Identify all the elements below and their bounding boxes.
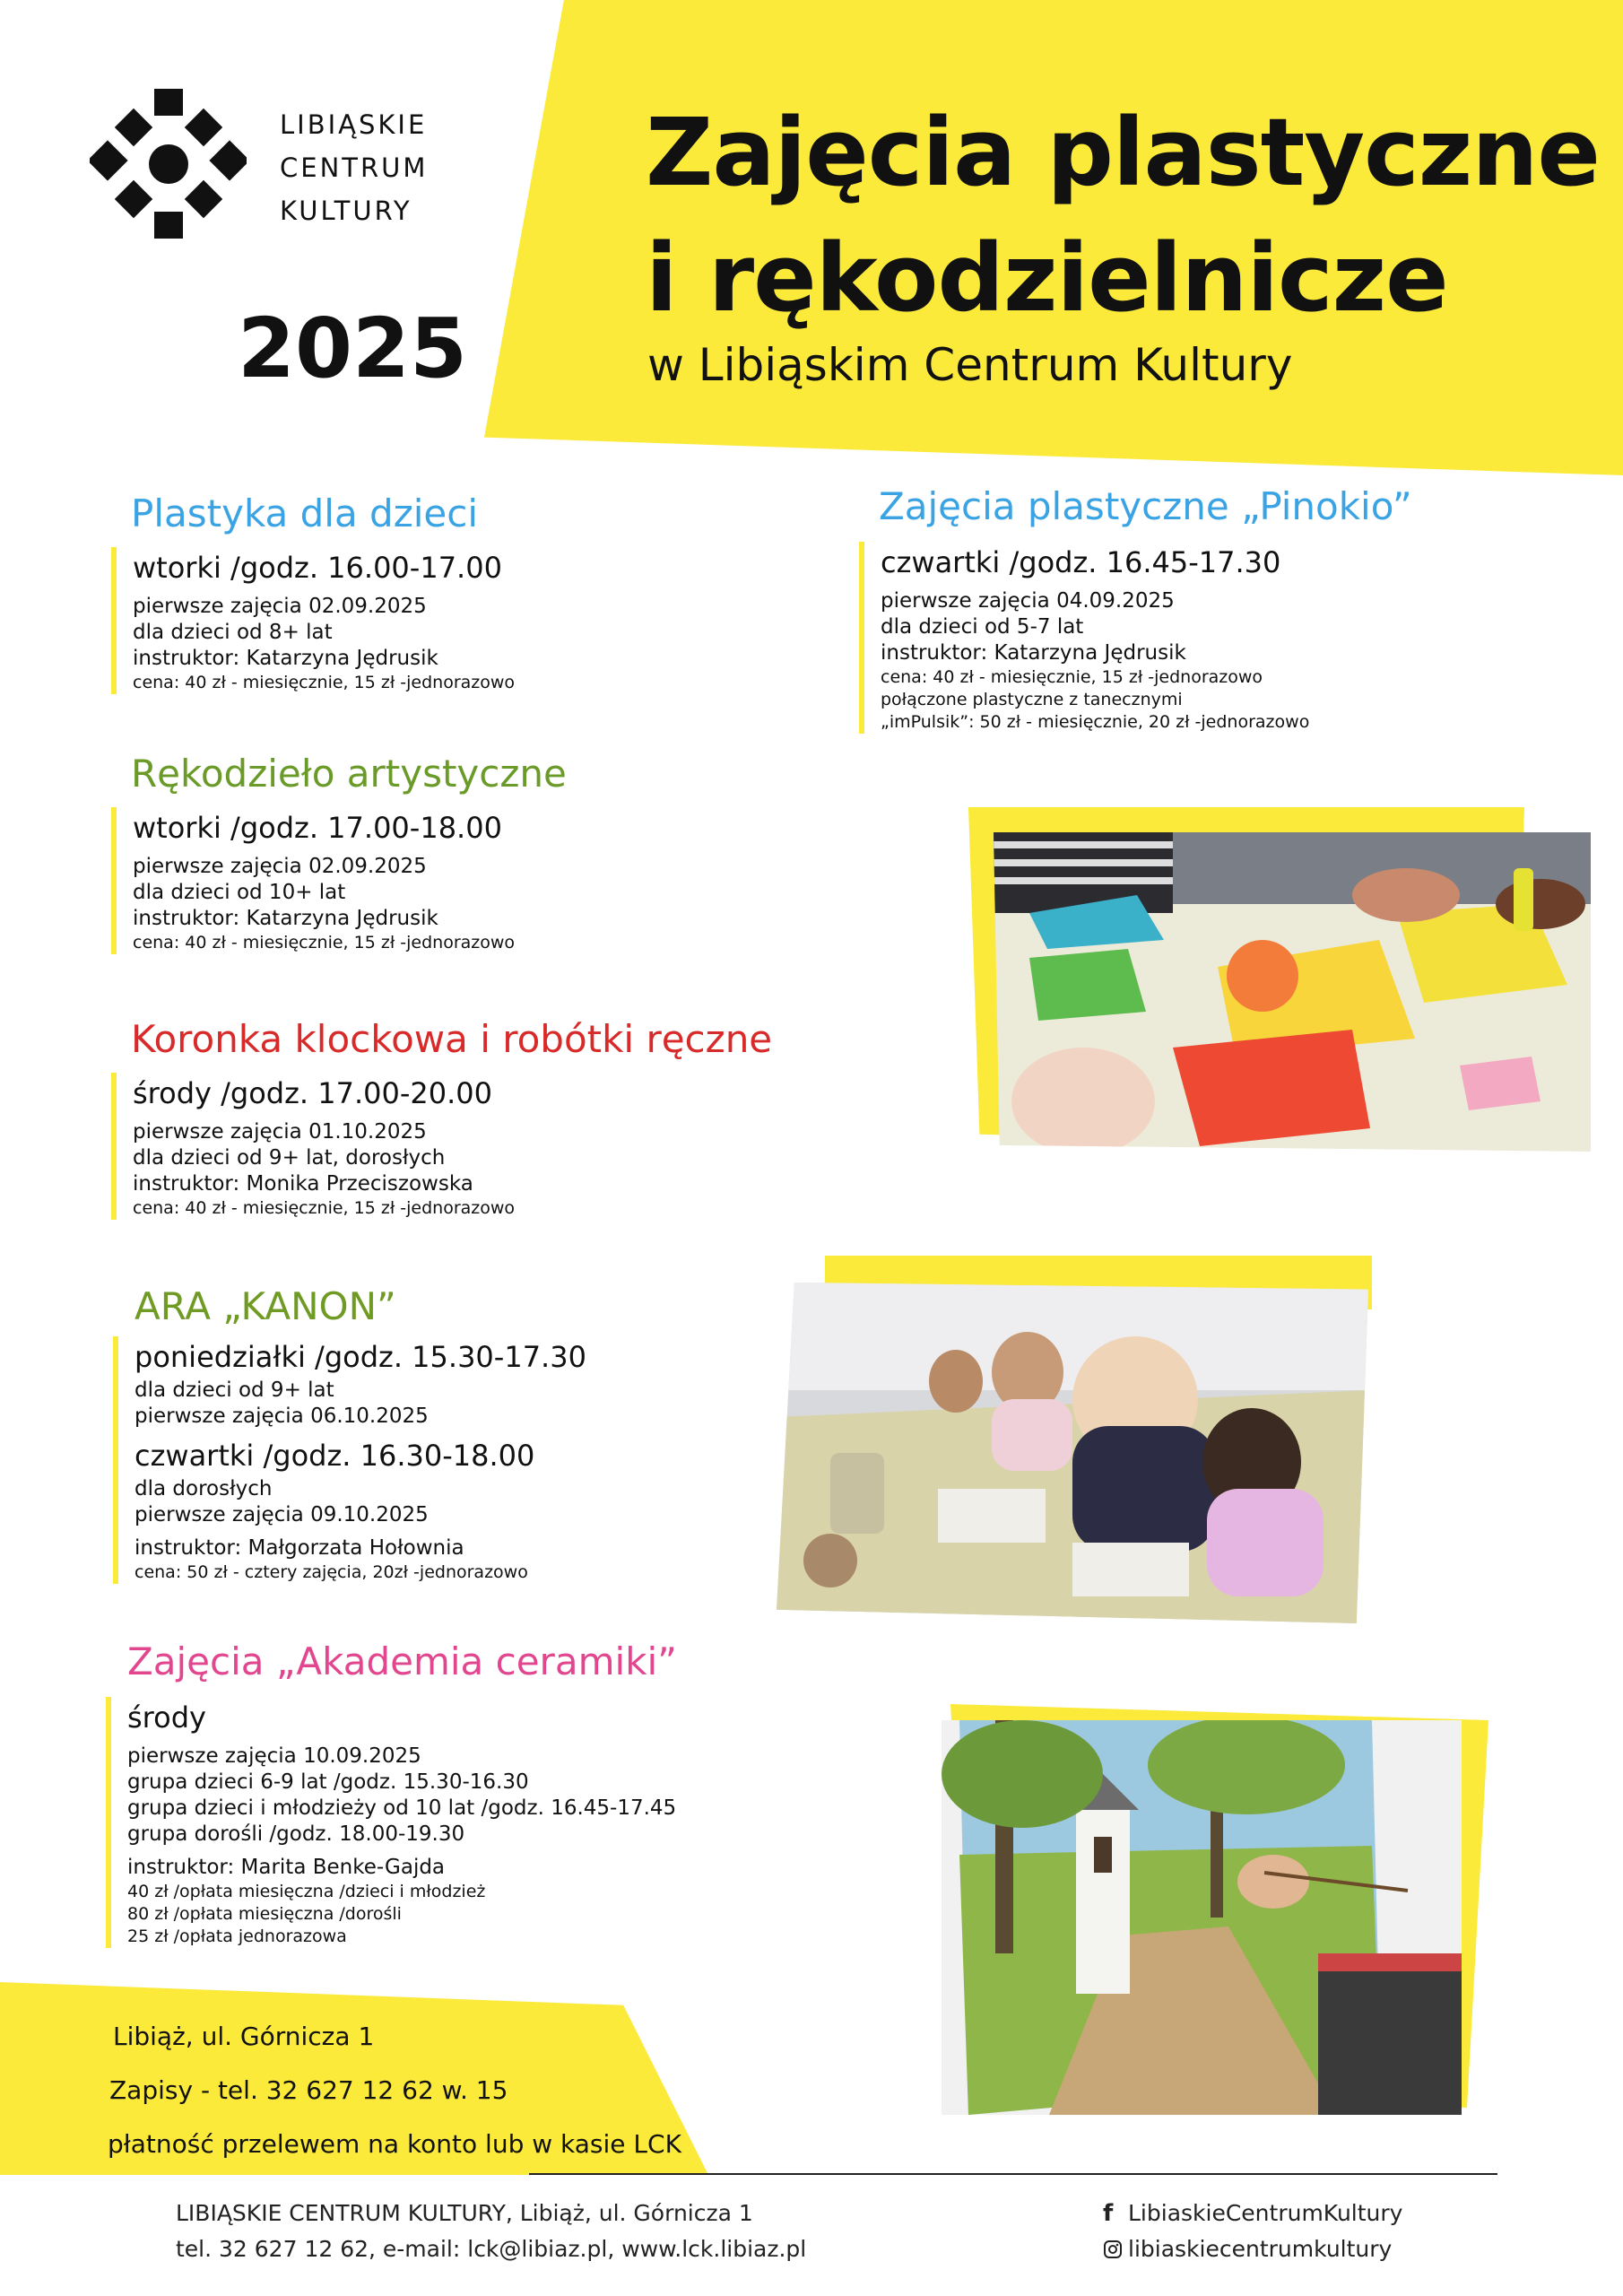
detail: pierwsze zajęcia 02.09.2025 bbox=[133, 855, 427, 878]
detail: dla dzieci od 9+ lat bbox=[135, 1378, 334, 1402]
section-title-koronka: Koronka klockowa i robótki ręczne bbox=[131, 1017, 773, 1061]
title-line: Zajęcia plastyczne bbox=[646, 98, 1600, 207]
detail: dla dzieci od 9+ lat, dorosłych bbox=[133, 1146, 446, 1170]
facebook-link[interactable] bbox=[1103, 2196, 1402, 2231]
schedule: środy bbox=[127, 1700, 206, 1735]
title-line: i rękodzielnicze bbox=[646, 223, 1448, 333]
detail: pierwsze zajęcia 02.09.2025 bbox=[133, 595, 427, 618]
section-title-ceramika: Zajęcia „Akademia ceramiki” bbox=[127, 1639, 677, 1683]
detail: połączone plastyczne z tanecznymi bbox=[881, 690, 1183, 709]
price: 80 zł /opłata miesięczna /dorośli bbox=[127, 1904, 402, 1924]
instagram-link[interactable] bbox=[1103, 2231, 1402, 2267]
price: cena: 40 zł - miesięcznie, 15 zł -jednorazowo bbox=[133, 1198, 516, 1218]
section-title-plastyka: Plastyka dla dzieci bbox=[131, 491, 479, 535]
detail: pierwsze zajęcia 10.09.2025 bbox=[127, 1744, 421, 1768]
detail: instruktor: Monika Przeciszowska bbox=[133, 1172, 473, 1196]
schedule: czwartki /godz. 16.30-18.00 bbox=[135, 1439, 535, 1473]
divider bbox=[529, 2173, 1497, 2175]
photo-paper-crafts bbox=[994, 832, 1591, 1152]
detail: dla dorosłych bbox=[135, 1477, 273, 1500]
instagram-icon bbox=[1103, 2239, 1123, 2259]
instructor: instruktor: Małgorzata Hołownia bbox=[135, 1536, 464, 1560]
detail: instruktor: Katarzyna Jędrusik bbox=[881, 641, 1186, 665]
logo-text-line: KULTURY bbox=[280, 196, 412, 226]
year: 2025 bbox=[238, 300, 468, 396]
price: cena: 50 zł - cztery zajęcia, 20zł -jednorazowo bbox=[135, 1562, 528, 1582]
detail: instruktor: Katarzyna Jędrusik bbox=[133, 647, 438, 670]
schedule: wtorki /godz. 17.00-18.00 bbox=[133, 811, 502, 845]
detail: pierwsze zajęcia 01.10.2025 bbox=[133, 1120, 427, 1144]
section-pinokio bbox=[859, 542, 1309, 734]
section-plastyka bbox=[111, 547, 515, 694]
logo-text-line: CENTRUM bbox=[280, 152, 429, 183]
detail: pierwsze zajęcia 06.10.2025 bbox=[135, 1405, 429, 1428]
logo-mark-icon bbox=[90, 85, 247, 242]
schedule: czwartki /godz. 16.45-17.30 bbox=[881, 545, 1281, 579]
logo-text-line: LIBIĄSKIE bbox=[280, 109, 428, 140]
photo-painting bbox=[942, 1720, 1462, 2115]
logo-text bbox=[280, 103, 428, 232]
footer-payment: płatność przelewem na konto lub w kasie LCK bbox=[108, 2129, 681, 2159]
detail: dla dzieci od 10+ lat bbox=[133, 881, 346, 904]
detail: grupa dorośli /godz. 18.00-19.30 bbox=[127, 1822, 465, 1846]
detail: pierwsze zajęcia 09.10.2025 bbox=[135, 1503, 429, 1526]
section-ceramika bbox=[106, 1697, 676, 1948]
social-links bbox=[1103, 2196, 1402, 2267]
schedule: poniedziałki /godz. 15.30-17.30 bbox=[135, 1340, 586, 1374]
price: cena: 40 zł - miesięcznie, 15 zł -jednorazowo bbox=[881, 667, 1263, 687]
page-title bbox=[646, 90, 1600, 341]
page-subtitle: w Libiąskim Centrum Kultury bbox=[647, 339, 1293, 391]
org-line: LIBIĄSKIE CENTRUM KULTURY, Libiąż, ul. Górnicza 1 bbox=[176, 2200, 753, 2226]
facebook-icon: f bbox=[1103, 2200, 1114, 2227]
section-kanon bbox=[113, 1336, 586, 1584]
schedule: wtorki /godz. 16.00-17.00 bbox=[133, 551, 502, 585]
section-title-kanon: ARA „KANON” bbox=[135, 1284, 396, 1328]
price: cena: 40 zł - miesięcznie, 15 zł -jednorazowo bbox=[133, 933, 516, 952]
detail: grupa dzieci 6-9 lat /godz. 15.30-16.30 bbox=[127, 1770, 529, 1794]
detail: instruktor: Katarzyna Jędrusik bbox=[133, 907, 438, 930]
section-title-pinokio: Zajęcia plastyczne „Pinokio” bbox=[879, 484, 1412, 528]
price: „imPulsik”: 50 zł - miesięcznie, 20 zł -jednorazowo bbox=[881, 712, 1310, 732]
instagram-handle: libiaskiecentrumkultury bbox=[1128, 2236, 1393, 2262]
section-koronka bbox=[111, 1073, 515, 1220]
footer-address: Libiąż, ul. Górnicza 1 bbox=[113, 2022, 375, 2051]
bottom-contact bbox=[176, 2196, 806, 2267]
price: cena: 40 zł - miesięcznie, 15 zł -jednorazowo bbox=[133, 673, 516, 692]
contact-line[interactable]: tel. 32 627 12 62, e-mail: lck@libiaz.pl, www.lck.libiaz.pl bbox=[176, 2236, 807, 2262]
price: 40 zł /opłata miesięczna /dzieci i młodzież bbox=[127, 1882, 486, 1901]
detail: pierwsze zajęcia 04.09.2025 bbox=[881, 589, 1175, 613]
footer-phone: Zapisy - tel. 32 627 12 62 w. 15 bbox=[109, 2075, 508, 2105]
section-title-rekodzielo: Rękodzieło artystyczne bbox=[131, 752, 567, 796]
facebook-handle: LibiaskieCentrumKultury bbox=[1128, 2200, 1403, 2226]
section-rekodzielo bbox=[111, 807, 515, 954]
detail: dla dzieci od 5-7 lat bbox=[881, 615, 1084, 639]
detail: grupa dzieci i młodzieży od 10 lat /godz. 16.45-17.45 bbox=[127, 1796, 677, 1820]
detail: dla dzieci od 8+ lat bbox=[133, 621, 333, 644]
price: 25 zł /opłata jednorazowa bbox=[127, 1926, 347, 1946]
schedule: środy /godz. 17.00-20.00 bbox=[133, 1076, 493, 1110]
instructor: instruktor: Marita Benke-Gajda bbox=[127, 1856, 446, 1879]
photo-kids-ceramics bbox=[777, 1283, 1368, 1623]
